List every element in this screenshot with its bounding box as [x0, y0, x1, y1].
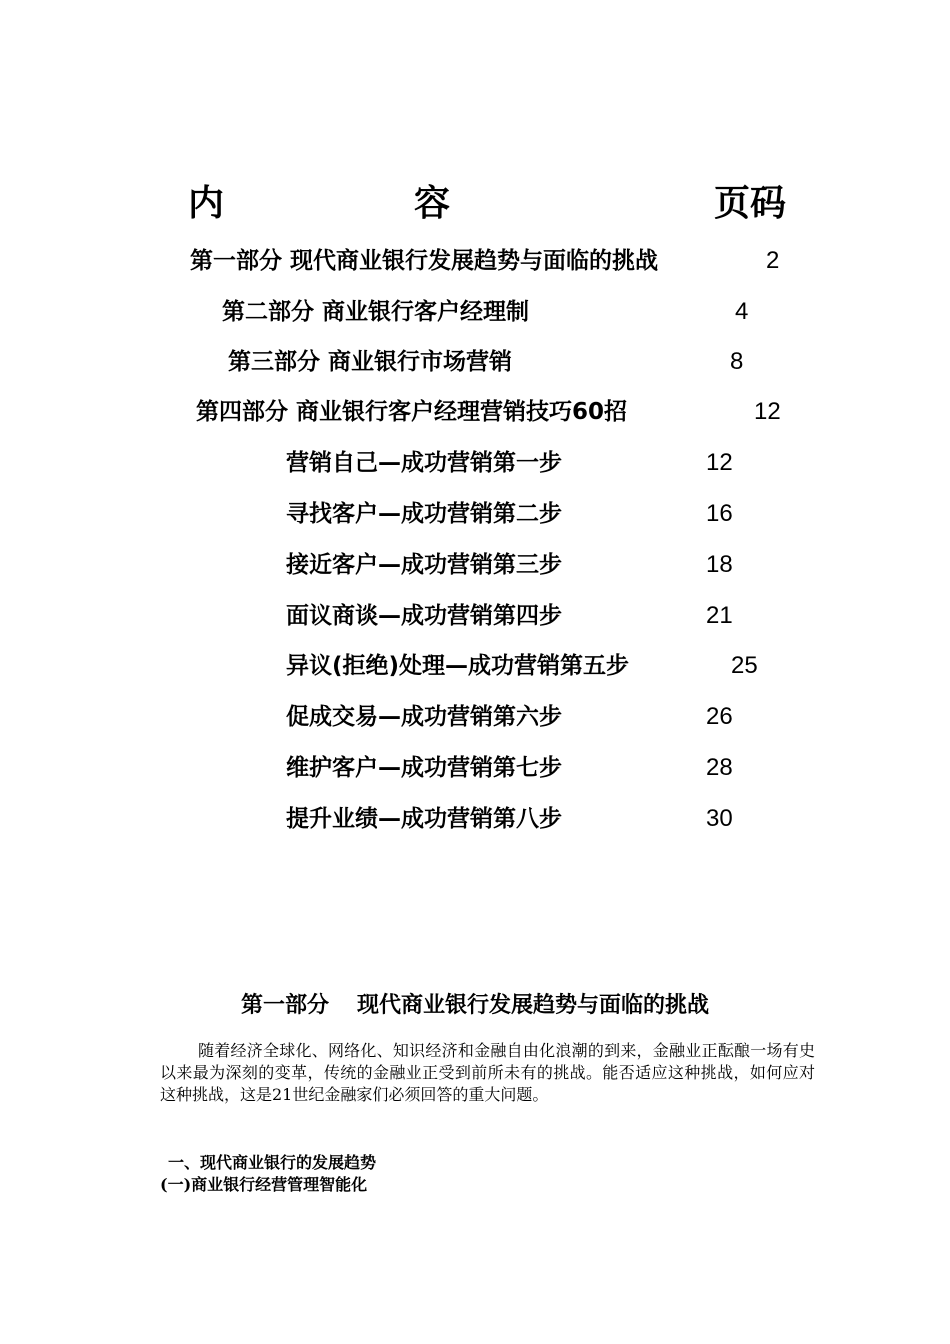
toc-part-page: 8: [730, 348, 744, 375]
toc-header-content-char-2: 容: [414, 183, 451, 224]
section-title-text: 现代商业银行发展趋势与面临的挑战: [357, 993, 710, 1018]
toc-part-page: 2: [766, 247, 780, 274]
toc-step-page: 25: [731, 652, 758, 679]
toc-header-page: 页码: [714, 183, 787, 224]
toc-part-title[interactable]: 第二部分 商业银行客户经理制: [222, 299, 530, 325]
toc-step-page: 18: [706, 551, 733, 578]
subsubsection-heading: (一)商业银行经营管理智能化: [160, 1175, 368, 1194]
toc-part-page: 12: [754, 398, 781, 425]
toc-step-page: 16: [706, 500, 733, 527]
toc-step-title[interactable]: 面议商谈—成功营销第四步: [286, 603, 562, 629]
toc-part-title[interactable]: 第一部分 现代商业银行发展趋势与面临的挑战: [190, 248, 659, 274]
toc-step-title[interactable]: 提升业绩—成功营销第八步: [286, 806, 562, 832]
section-part-label: 第一部分: [240, 993, 329, 1018]
toc-step-page: 30: [706, 805, 733, 832]
toc-step-page: 26: [706, 703, 733, 730]
toc-step-title[interactable]: 异议(拒绝)处理—成功营销第五步: [286, 653, 630, 679]
toc-part-title[interactable]: 第三部分 商业银行市场营销: [228, 349, 513, 375]
toc-step-title[interactable]: 营销自己—成功营销第一步: [286, 450, 562, 476]
toc-step-page: 28: [706, 754, 733, 781]
toc-header-content-char-1: 内: [188, 183, 225, 224]
toc-step-page: 12: [706, 449, 733, 476]
toc-step-title[interactable]: 寻找客户—成功营销第二步: [286, 501, 562, 527]
intro-paragraph: 随着经济全球化、网络化、知识经济和金融自由化浪潮的到来，金融业正酝酿一场有史以来最为深刻的变革，传统的金融业正受到前所未有的挑战。能否适应这种挑战，如何应对这种挑战，这是21世纪金融家们必须回答的重大问题。: [160, 1041, 815, 1104]
toc-step-title[interactable]: 促成交易—成功营销第六步: [286, 704, 562, 730]
toc-step-page: 21: [706, 602, 733, 629]
toc-part-page: 4: [735, 298, 749, 325]
section-title: [0, 990, 950, 1022]
toc-step-title[interactable]: 维护客户—成功营销第七步: [286, 755, 562, 781]
toc-part-title[interactable]: 第四部分 商业银行客户经理营销技巧60招: [196, 399, 628, 425]
subsection-heading: 一、现代商业银行的发展趋势: [168, 1153, 377, 1172]
toc-step-title[interactable]: 接近客户—成功营销第三步: [286, 552, 562, 578]
